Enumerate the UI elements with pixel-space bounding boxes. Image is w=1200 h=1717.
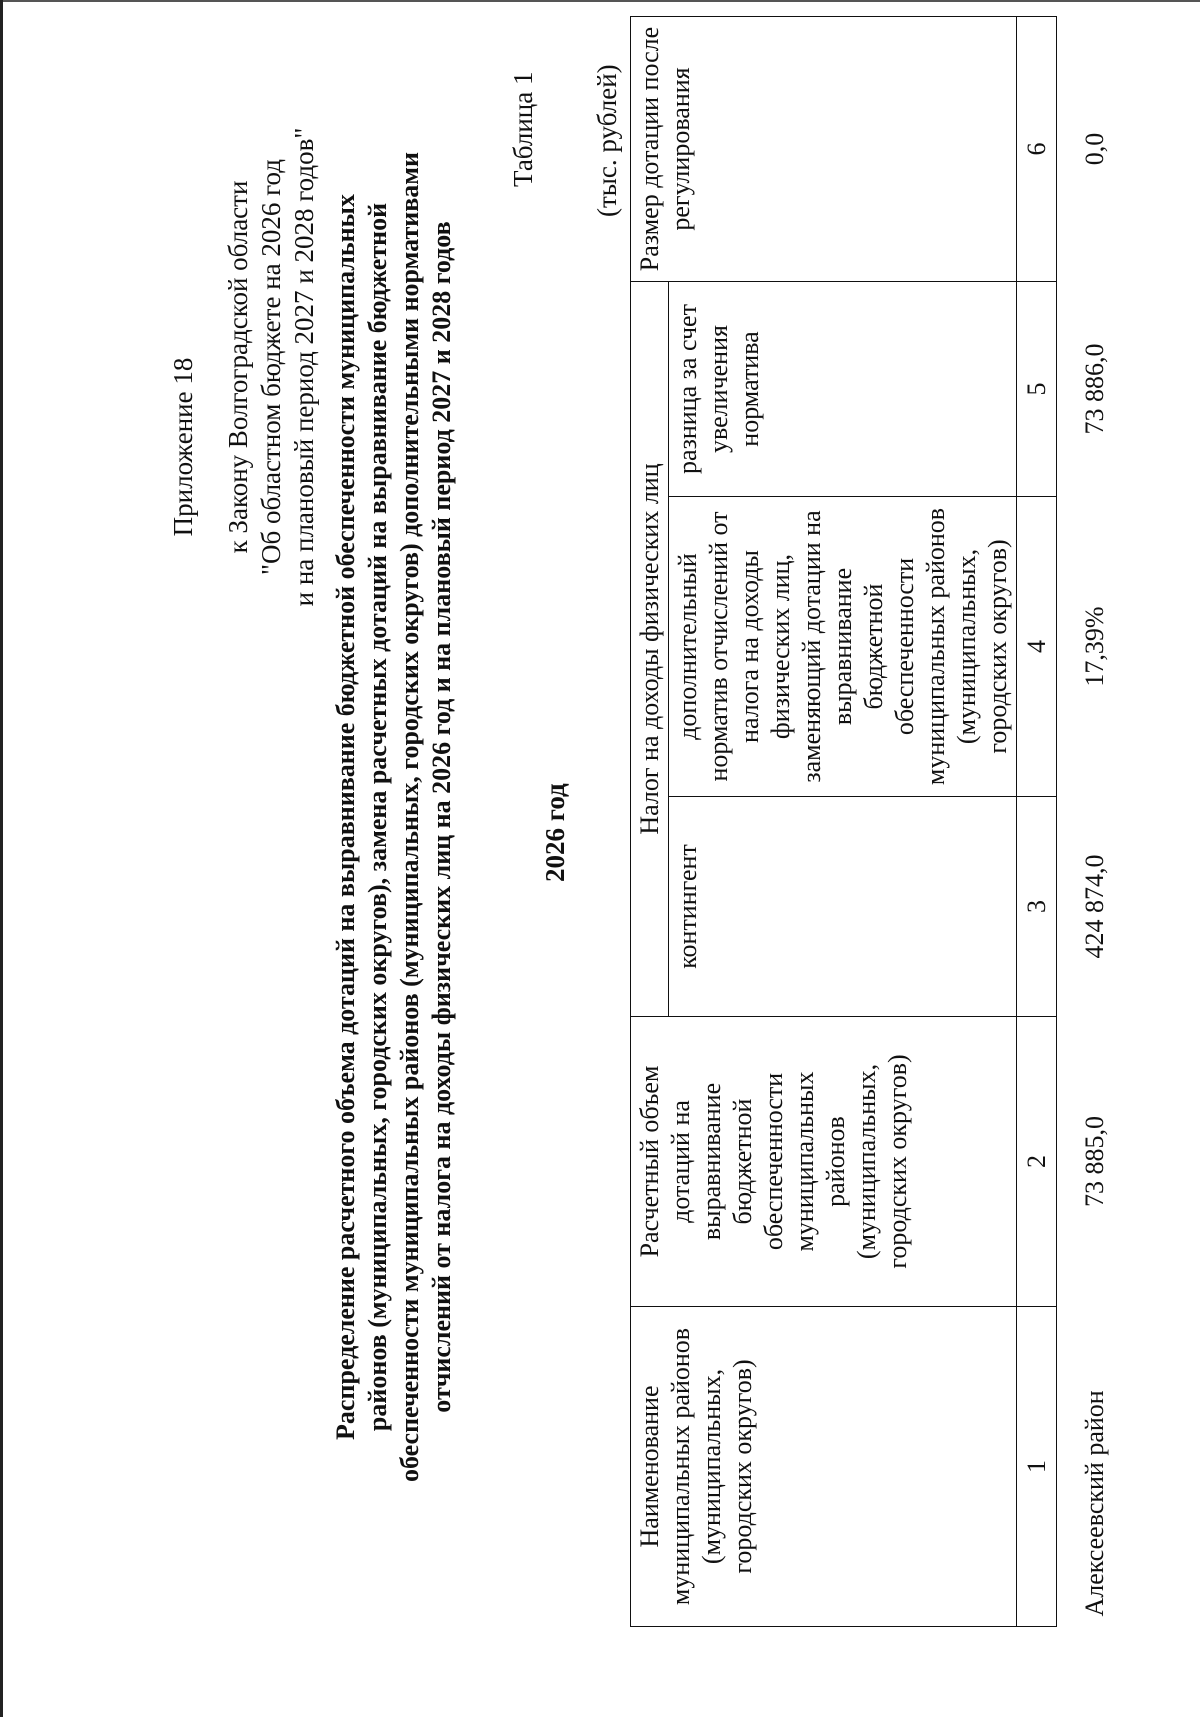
- title-line: районов (муниципальных, городских округов), замена расчетных дотаций на выравнивание бюджетной: [363, 202, 392, 1432]
- table-row: [1057, 17, 1114, 1627]
- header-additional-norm: дополнительный норматив отчислений от налога на доходы физических лиц, заменяющий дотации на выравнивание бюджетной обеспеченности муниципальных районов (муниципальных, городских округов): [669, 497, 1017, 797]
- column-number-row: [1017, 17, 1057, 1627]
- header-difference: разница за счет увеличения норматива: [669, 282, 1017, 497]
- header-district-name: Наименование муниципальных районов (муниципальных, городских округов): [631, 1307, 1017, 1627]
- column-number: 4: [1017, 497, 1057, 797]
- column-number: 5: [1017, 282, 1057, 497]
- table-label: Таблица 1: [508, 71, 538, 187]
- column-number: 1: [1017, 1307, 1057, 1627]
- district-name-cell: Алексеевский район: [1080, 1390, 1109, 1617]
- distribution-table: [630, 16, 1113, 1627]
- difference-cell: 73 886,0: [1080, 343, 1109, 435]
- norm-cell: 17,39%: [1080, 606, 1109, 687]
- law-reference: [222, 17, 321, 717]
- header-subsidy-after-regulation: Размер дотации после регулирования: [631, 17, 1017, 282]
- year-label: 2026 год: [540, 783, 570, 882]
- header-contingent: контингент: [669, 797, 1017, 1017]
- title-line: отчислений от налога на доходы физических лиц на 2026 год и на плановый период 2027 и 2028 годов: [427, 221, 456, 1413]
- law-reference-line: и на плановый период 2027 и 2028 годов": [289, 127, 319, 607]
- after-regulation-cell: 0,0: [1080, 132, 1109, 166]
- document-title: [330, 67, 458, 1567]
- column-number: 6: [1017, 17, 1057, 282]
- appendix-title: Приложение 18: [168, 357, 198, 537]
- column-number: 3: [1017, 797, 1057, 1017]
- subsidy-cell: 73 885,0: [1080, 1116, 1109, 1207]
- header-personal-income-tax: Налог на доходы физических лиц: [631, 282, 669, 1017]
- contingent-cell: 424 874,0: [1080, 854, 1109, 959]
- title-line: обеспеченности муниципальных районов (муниципальных, городских округов) дополнительными нормативами: [395, 152, 424, 1482]
- unit-label: (тыс. рублей): [592, 64, 622, 217]
- header-calculated-subsidy: Расчетный объем дотаций на выравнивание бюджетной обеспеченности муниципальных районов (муниципальных, городских округов): [631, 1017, 1017, 1307]
- law-reference-line: к Закону Волгоградской области: [223, 180, 253, 554]
- column-number: 2: [1017, 1017, 1057, 1307]
- title-line: Распределение расчетного объема дотаций на выравнивание бюджетной обеспеченности муниципальных: [331, 194, 360, 1440]
- table-header-row: [631, 17, 669, 1627]
- law-reference-line: "Об областном бюджете на 2026 год: [256, 159, 286, 575]
